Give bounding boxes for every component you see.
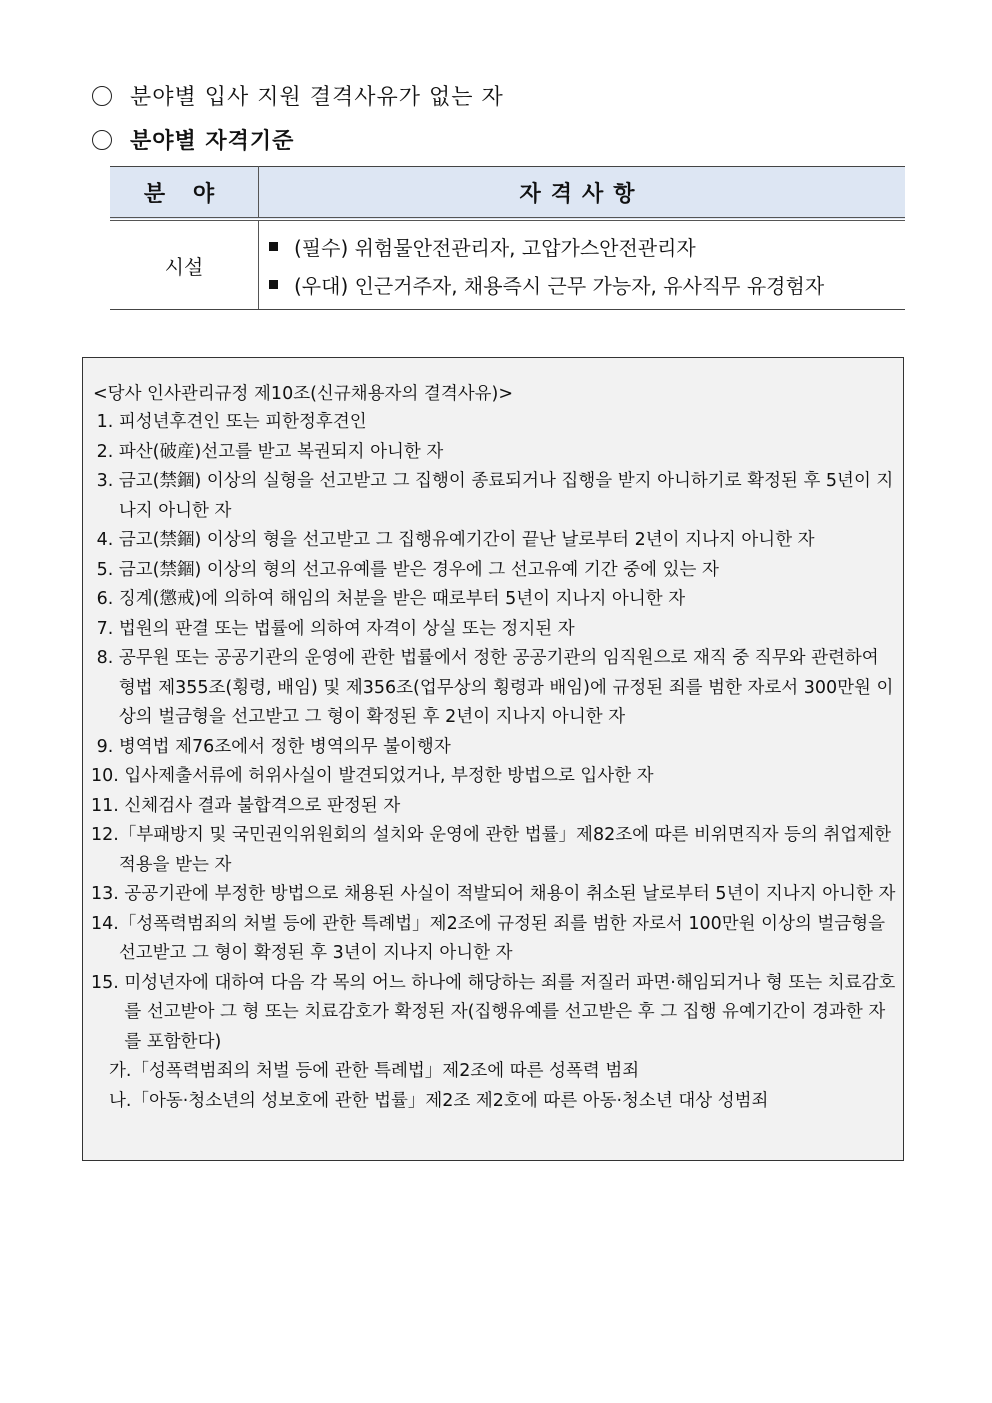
item-text: 미성년자에 대하여 다음 각 목의 어느 하나에 해당하는 죄를 저질러 파면·해임되거나 형 또는 치료감호를 선고받아 그 형 또는 치료감호가 확정된 자(집행유예를 선고받은 후 그 집행 유예기간이 경과한 자를 포함한다) (124, 972, 896, 1052)
list-item (91, 585, 897, 615)
list-item (91, 733, 897, 763)
list-subitem (91, 1057, 897, 1087)
item-number: 4. (91, 530, 119, 550)
item-number: 5. (91, 559, 119, 580)
item-text: 신체검사 결과 불합격으로 판정된 자 (124, 795, 401, 816)
subitem-label: 가. (109, 1061, 132, 1081)
list-subitem (91, 1087, 897, 1117)
field-cell: 시설 (110, 219, 259, 310)
heading-1-text: 분야별 입사 지원 결격사유가 없는 자 (130, 85, 504, 110)
item-number: 15. (91, 972, 125, 993)
section-heading-1 (92, 80, 504, 111)
requirements-cell (259, 219, 906, 310)
item-text: 금고(禁錮) 이상의 형을 선고받고 그 집행유예기간이 끝난 날로부터 2년이 지나지 아니한 자 (118, 530, 815, 550)
subitem-text: 「아동·청소년의 성보호에 관한 법률」제2조 제2호에 따른 아동·청소년 대상 성범죄 (131, 1090, 769, 1111)
list-item (91, 467, 897, 526)
header-field: 분 야 (110, 167, 259, 220)
section-heading-2 (92, 124, 294, 155)
square-bullet-icon (269, 280, 278, 289)
item-text: 금고(禁錮) 이상의 형의 선고유예를 받은 경우에 그 선고유예 기간 중에 있는 자 (118, 559, 719, 580)
table-header-row (110, 167, 905, 220)
item-text: 금고(禁錮) 이상의 실형을 선고받고 그 집행이 종료되거나 집행을 받지 아니하기로 확정된 후 5년이 지나지 아니한 자 (118, 471, 894, 521)
table-row (110, 219, 905, 310)
list-item (91, 644, 897, 733)
list-item (91, 792, 897, 822)
requirement-item (267, 265, 905, 303)
list-item (91, 615, 897, 645)
list-item (91, 880, 897, 910)
list-item (91, 969, 897, 1058)
item-number: 9. (91, 736, 119, 757)
item-number: 7. (91, 618, 119, 639)
requirement-text: (우대) 인근거주자, 채용즉시 근무 가능자, 유사직무 유경험자 (294, 273, 825, 298)
item-text: 피성년후견인 또는 피한정후견인 (118, 412, 367, 432)
subitem-text: 「성폭력범죄의 처벌 등에 관한 특례법」제2조에 따른 성폭력 범죄 (131, 1061, 640, 1081)
item-number: 1. (91, 412, 119, 432)
rules-list (91, 408, 897, 1116)
item-number: 3. (91, 471, 119, 491)
item-number: 2. (91, 441, 119, 462)
circle-bullet-icon (92, 130, 112, 150)
list-item (91, 556, 897, 586)
item-text: 법원의 판결 또는 법률에 의하여 자격이 상실 또는 정지된 자 (118, 618, 575, 639)
disqualification-rules-box (82, 357, 904, 1161)
header-requirements: 자격사항 (259, 167, 906, 220)
heading-2-text: 분야별 자격기준 (130, 128, 295, 154)
list-item (91, 408, 897, 438)
subitem-label: 나. (109, 1090, 132, 1111)
square-bullet-icon (269, 242, 278, 251)
item-number: 6. (91, 589, 119, 609)
item-text: 파산(破産)선고를 받고 복권되지 아니한 자 (118, 441, 444, 462)
item-number: 10. (91, 766, 125, 786)
item-number: 13. (91, 884, 125, 904)
list-item (91, 438, 897, 468)
item-number: 11. (91, 795, 125, 816)
item-number: 12. (91, 825, 119, 845)
rules-title: <당사 인사관리규정 제10조(신규채용자의 결격사유)> (93, 384, 514, 404)
requirement-text: (필수) 위험물안전관리자, 고압가스안전관리자 (294, 235, 696, 260)
item-text: 공공기관에 부정한 방법으로 채용된 사실이 적발되어 채용이 취소된 날로부터 5년이 지나지 아니한 자 (124, 884, 896, 904)
item-text: 병역법 제76조에서 정한 병역의무 불이행자 (118, 736, 451, 757)
item-text: 「부패방지 및 국민권익위원회의 설치와 운영에 관한 법률」제82조에 따른 비위면직자 등의 취업제한 적용을 받는 자 (118, 825, 892, 875)
item-number: 8. (91, 648, 119, 668)
list-item (91, 762, 897, 792)
list-item (91, 821, 897, 880)
item-text: 「성폭력범죄의 처벌 등에 관한 특례법」제2조에 규정된 죄를 범한 자로서 100만원 이상의 벌금형을 선고받고 그 형이 확정된 후 3년이 지나지 아니한 자 (118, 913, 886, 963)
list-item (91, 910, 897, 969)
circle-bullet-icon (92, 86, 112, 106)
item-number: 14. (91, 913, 119, 934)
requirement-item (267, 227, 905, 265)
qualification-table (110, 166, 905, 310)
item-text: 입사제출서류에 허위사실이 발견되었거나, 부정한 방법으로 입사한 자 (124, 766, 654, 786)
item-text: 징계(懲戒)에 의하여 해임의 처분을 받은 때로부터 5년이 지나지 아니한 자 (118, 589, 686, 609)
item-text: 공무원 또는 공공기관의 운영에 관한 법률에서 정한 공공기관의 임직원으로 재직 중 직무와 관련하여 형법 제355조(횡령, 배임) 및 제356조(업무상의 횡령과 배임)에 규정된 죄를 범한 자로서 300만원 이상의 벌금형을 선고받고 그 형이 확정된 후 2년이 지나지 아니한 자 (118, 648, 894, 727)
list-item (91, 526, 897, 556)
